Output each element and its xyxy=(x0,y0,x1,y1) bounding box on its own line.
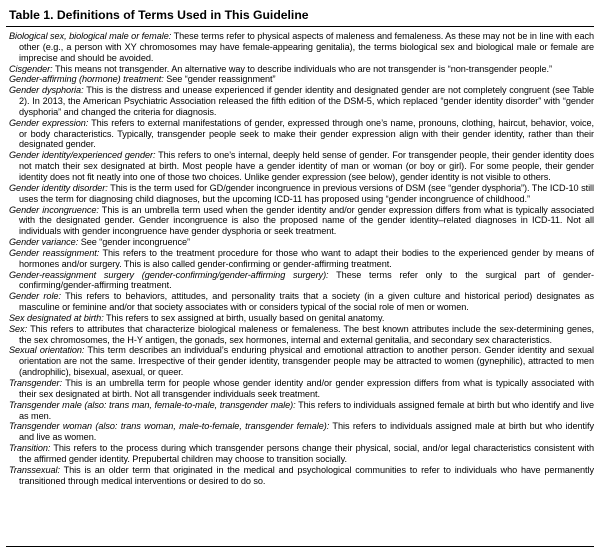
definition-entry xyxy=(9,345,594,378)
definition-term: Transgender male (also: trans man, female-to-male, transgender male): xyxy=(9,399,296,410)
definition-text: This term describes an individual’s enduring physical and emotional attraction to another person. Gender identity and sexual orientation are not the same. Irrespective of their gender identity, transgender people may be attracted to women (gynephilic), attracted to men (androphilic), bisexual, asexual, or queer. xyxy=(19,345,594,378)
definition-term: Sex: xyxy=(9,323,28,334)
definition-text: This refers to individuals assigned female at birth but who identify and live as men. xyxy=(19,399,594,421)
definition-entry xyxy=(9,400,594,422)
definition-term: Cisgender: xyxy=(9,63,53,74)
definition-term: Gender identity disorder: xyxy=(9,182,108,193)
definition-text: These terms refer to physical aspects of maleness and femaleness. As these may not be in line with each other (e.g., a person with XY chromosomes may have female-appearing genitalia), the terms biological sex and biological male or female are imprecise and should be avoided. xyxy=(19,31,594,63)
definition-text: This refers to the process during which transgender persons change their physical, social, and/or legal characteristics consistent with the affirmed gender identity. Prepubertal children may choose to transition socially. xyxy=(19,443,594,464)
definitions-list xyxy=(6,27,594,486)
definition-term: Sexual orientation: xyxy=(9,345,85,356)
definition-term: Transgender woman (also: trans woman, male-to-female, transgender female): xyxy=(9,421,330,432)
definition-text: This is an umbrella term used when the gender identity and/or gender expression differs from what is typically associated with the designated gender. Gender incongruence is also the proposed name of the gender identity–related diagnoses in ICD-11. Not all individuals with gender incongruence have gender dysphoria or seek treatment. xyxy=(19,204,595,237)
table-bottom-rule xyxy=(6,546,594,547)
definition-entry xyxy=(9,205,594,238)
definition-term: Biological sex, biological male or female: xyxy=(9,31,172,41)
definition-text: See “gender reassignment” xyxy=(163,74,276,85)
definition-term: Gender variance: xyxy=(9,237,79,248)
definition-term: Gender expression: xyxy=(9,117,89,128)
definition-entry xyxy=(9,150,594,183)
definition-term: Gender identity/experienced gender: xyxy=(9,150,156,161)
definition-text: This refers to the treatment procedure for those who want to adapt their bodies to the experienced gender by means of hormones and/or surgery. This is also called gender-confirming or gender-affirming treatment. xyxy=(19,247,594,269)
table-title: Table 1. Definitions of Terms Used in This Guideline xyxy=(6,8,594,27)
definition-text: This refers to one’s internal, deeply held sense of gender. For transgender people, their gender identity does not match their sex designated at birth. Most people have a gender identity of man or woman (or boy or girl). For some people, their gender identity does not fit neatly into one of those two choices. Unlike gender expression (see below), gender identity is not visible to others. xyxy=(19,150,595,182)
definition-entry xyxy=(9,64,594,75)
definition-term: Gender incongruence: xyxy=(9,204,99,215)
definition-entry xyxy=(9,313,594,324)
definition-entry xyxy=(9,291,594,313)
definition-text: This refers to individuals assigned male at birth but who identify and live as women. xyxy=(19,421,594,443)
definition-term: Transgender: xyxy=(9,378,62,388)
definition-text: See “gender incongruence” xyxy=(78,237,191,248)
definition-text: This refers to behaviors, attitudes, and personality traits that a society (in a given culture and historical period) designates as masculine or feminine and/or that society associates with or considers typical of the social role of men or women. xyxy=(19,291,594,313)
definition-entry xyxy=(9,421,594,443)
definition-term: Gender dysphoria: xyxy=(9,85,84,96)
definition-text: This is the term used for GD/gender incongruence in previous versions of DSM (see “gender dysphoria”). The ICD-10 still uses the term for diagnosing child diagnoses, but the upcoming ICD-11 has proposed using “gender incongruence of childhood.” xyxy=(19,182,594,204)
definition-entry xyxy=(9,248,594,270)
definition-term: Sex designated at birth: xyxy=(9,312,104,323)
definition-text: This refers to external manifestations of gender, expressed through one’s name, pronouns, clothing, haircut, behavior, voice, or body characteristics. Typically, transgender people seek to make their gender expression align with their gender identity, rather than their designated gender. xyxy=(19,117,594,150)
definition-text: This is the distress and unease experienced if gender identity and designated gender are not completely congruent (see Table 2). In 2013, the American Psychiatric Association released the fifth edition of the DSM-5, which replaced “gender identity disorder” with “gender dysphoria” and changed the criteria for diagnosis. xyxy=(19,85,594,117)
definition-entry xyxy=(9,118,594,151)
definition-entry xyxy=(9,74,594,85)
definition-entry xyxy=(9,378,594,400)
definition-term: Gender reassignment: xyxy=(9,247,100,258)
definition-text: This means not transgender. An alternative way to describe individuals who are not transgender is “non-transgender people.” xyxy=(52,63,552,74)
definition-text: This is an umbrella term for people whose gender identity and/or gender expression differs from what is typically associated with their sex designated at birth. Not all transgender individuals seek treatment. xyxy=(19,378,594,399)
definition-term: Gender role: xyxy=(9,291,61,302)
definition-entry xyxy=(9,324,594,346)
definition-text: This refers to sex assigned at birth, usually based on genital anatomy. xyxy=(103,312,385,323)
definition-text: This is an older term that originated in the medical and psychological communities to refer to individuals who have permanently transitioned through medical interventions or desired to do so. xyxy=(19,464,594,486)
definition-term: Transition: xyxy=(9,443,51,454)
definition-text: This refers to attributes that characterize biological maleness or femaleness. The best known attributes include the sex-determining genes, the sex chromosomes, the H-Y antigen, the gonads, sex hormones, internal and external genitalia, and secondary sex characteristics. xyxy=(19,323,594,345)
definition-entry xyxy=(9,85,594,118)
definition-entry xyxy=(9,183,594,205)
definition-term: Gender-reassignment surgery (gender-confirming/gender-affirming surgery): xyxy=(9,269,329,280)
definition-text: These terms refer only to the surgical part of gender-confirming/gender-affirming treatment. xyxy=(19,269,594,291)
definition-entry xyxy=(9,443,594,465)
definition-entry xyxy=(9,465,594,487)
definition-term: Transsexual: xyxy=(9,464,60,475)
definition-term: Gender-affirming (hormone) treatment: xyxy=(9,74,164,85)
definition-entry xyxy=(9,237,594,248)
definition-entry xyxy=(9,31,594,64)
definition-entry xyxy=(9,270,594,292)
